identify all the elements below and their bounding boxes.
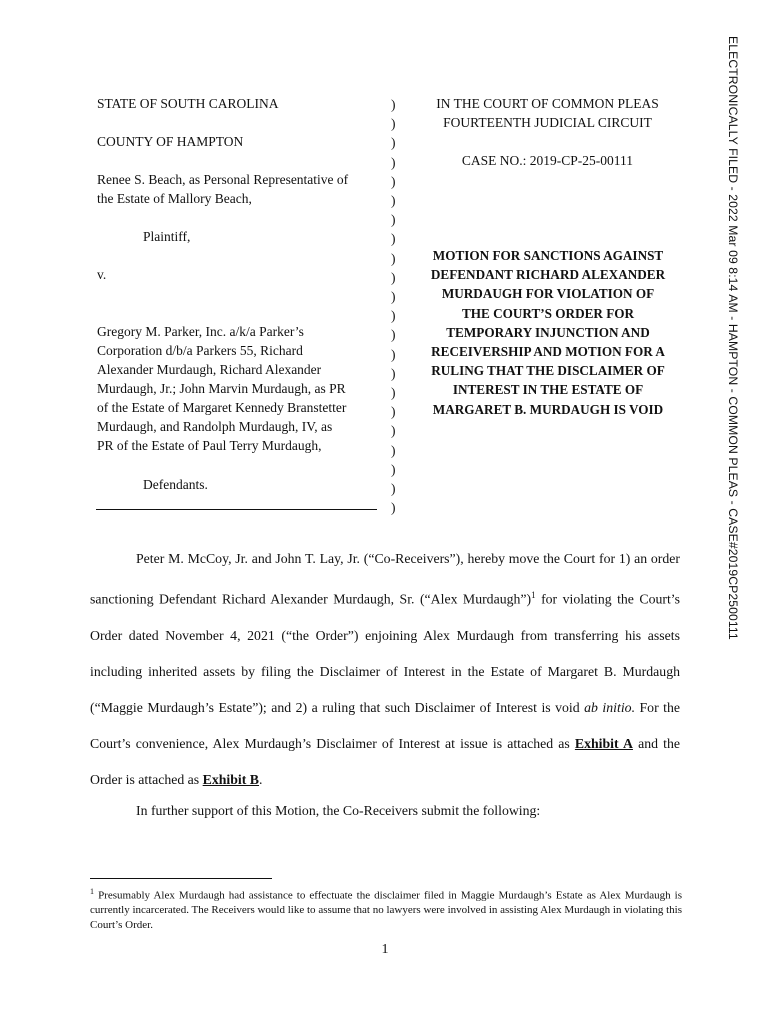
caption-defendants-line5: of the Estate of Margaret Kennedy Branstetter	[97, 400, 347, 415]
motion-title-line: DEFENDANT RICHARD ALEXANDER	[430, 267, 666, 283]
footnote-separator	[90, 878, 272, 879]
motion-title	[408, 246, 688, 419]
motion-title-line: MARGARET B. MURDAUGH IS VOID	[432, 401, 664, 417]
case-number: CASE NO.: 2019-CP-25-00111	[461, 153, 634, 168]
motion-title-line: INTEREST IN THE ESTATE OF	[452, 382, 644, 398]
body-paragraph-1: Peter M. McCoy, Jr. and John T. Lay, Jr. (“Co-Receivers”), hereby move the Court for 1) an order sanctioning Defendant Richard Alexander Murdaugh, Sr. (“Alex Murdaugh”)$^1$ for violating the Court’s Order dated November 4, 2021 (“the Order”) enjoining Alex Murdaugh from transferring his assets including inherited assets by filing the Disclaimer of Interest in the Estate of Margaret B. Murdaugh (“Maggie Murdaugh’s Estate”); and 2) a ruling that such Disclaimer of Interest is void ab initio. For the Court’s convenience, Alex Murdaugh’s Disclaimer of Interest at issue is attached as Exhibit A and the Order is attached as Exhibit B.	[90, 551, 680, 787]
caption-plaintiff-label: Plaintiff,	[143, 229, 191, 244]
caption-defendants-line3: Alexander Murdaugh, Richard Alexander	[97, 362, 322, 377]
exhibit-b-ref: Exhibit B	[202, 771, 260, 787]
caption-defendants-line7: PR of the Estate of Paul Terry Murdaugh,	[97, 438, 322, 453]
motion-title-line: TEMPORARY INJUNCTION AND	[446, 324, 650, 340]
filing-stamp-text: ELECTRONICALLY FILED - 2022 Mar 09 8:14 AM - HAMPTON - COMMON PLEAS - CASE#2019CP2500111	[726, 36, 740, 640]
caption-defendants-line6: Murdaugh, and Randolph Murdaugh, IV, as	[97, 419, 333, 434]
page-number: 1	[381, 942, 389, 957]
body-paragraph-2: In further support of this Motion, the Co-Receivers submit the following:	[136, 803, 541, 818]
court-name-line2: FOURTEENTH JUDICIAL CIRCUIT	[443, 115, 652, 130]
footnote: $^1$ Presumably Alex Murdaugh had assistance to effectuate the disclaimer filed in Maggie Murdaugh’s Estate as Alex Murdaugh is currently incarcerated. The Receivers would like to assume that no lawyers were involved in assisting Alex Murdaugh in violating this Court’s Order.	[90, 887, 682, 931]
filing-stamp	[722, 36, 740, 676]
footnote-ref: 1	[531, 590, 536, 600]
caption-defendants-line4: Murdaugh, Jr.; John Marvin Murdaugh, as PR	[97, 381, 346, 396]
caption-plaintiff-line1: Renee S. Beach, as Personal Representative of	[97, 172, 349, 187]
motion-title-line: RULING THAT THE DISCLAIMER OF	[431, 363, 665, 379]
caption-defendants-label: Defendants.	[143, 477, 208, 492]
exhibit-a-ref: Exhibit A	[574, 735, 633, 751]
caption-plaintiff-line2: the Estate of Mallory Beach,	[97, 191, 252, 206]
caption-county: COUNTY OF HAMPTON	[97, 134, 244, 149]
motion-title-line: MURDAUGH FOR VIOLATION OF	[441, 286, 655, 302]
motion-title-line: MOTION FOR SANCTIONS AGAINST	[432, 248, 664, 263]
caption-paren-column: ) ) ) ) ) ) ) ) ) ) ) ) ) ) ) ) ) ) ) ) ) )	[391, 97, 396, 516]
caption-divider	[96, 509, 377, 510]
court-name-line1: IN THE COURT OF COMMON PLEAS	[436, 96, 659, 111]
motion-title-line: RECEIVERSHIP AND MOTION FOR A	[431, 344, 665, 360]
motion-title-line: THE COURT’S ORDER FOR	[461, 305, 635, 321]
caption-versus: v.	[97, 267, 107, 282]
caption-defendants-line2: Corporation d/b/a Parkers 55, Richard	[97, 343, 303, 358]
caption-defendants-line1: Gregory M. Parker, Inc. a/k/a Parker’s	[97, 324, 304, 339]
caption-state: STATE OF SOUTH CAROLINA	[97, 96, 279, 111]
